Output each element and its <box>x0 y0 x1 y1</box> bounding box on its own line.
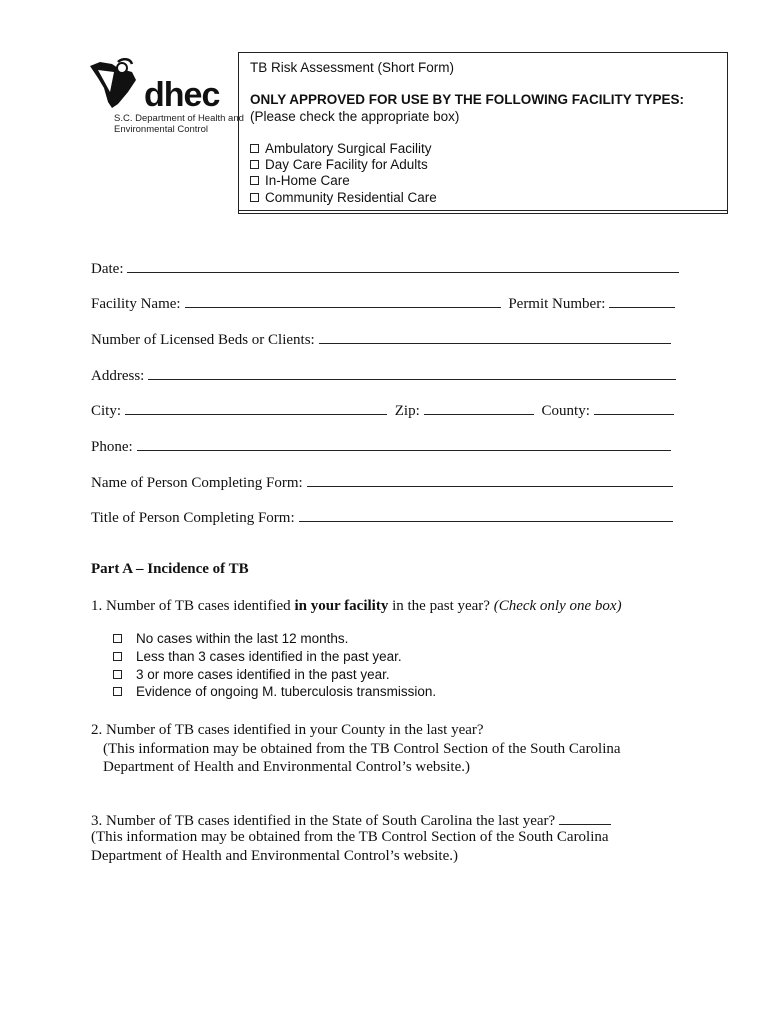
address-field <box>91 365 676 385</box>
logo-wordmark: dhec <box>144 76 220 114</box>
facility-type-option[interactable]: Day Care Facility for Adults <box>250 157 428 172</box>
approval-notice: ONLY APPROVED FOR USE BY THE FOLLOWING FACILITY TYPES: <box>250 92 685 107</box>
sc-state-logo-icon <box>88 58 146 110</box>
zip-label: Zip: <box>394 403 420 419</box>
permit-number-label: Permit Number: <box>508 296 606 312</box>
date-field <box>91 258 679 278</box>
question-3-note-line2: Department of Health and Environmental Control’s website.) <box>91 848 458 864</box>
question-2: 2. Number of TB cases identified in your County in the last year? <box>91 722 484 738</box>
facility-type-option[interactable]: Ambulatory Surgical Facility <box>250 141 432 156</box>
date-label: Date: <box>91 261 124 277</box>
checkbox[interactable] <box>113 634 122 643</box>
checkbox[interactable] <box>113 687 122 696</box>
person-title-field <box>91 507 673 527</box>
question-2-note-line1: (This information may be obtained from the TB Control Section of the South Carolina <box>103 741 621 757</box>
logo-subtitle-line2: Environmental Control <box>114 124 208 135</box>
form-title: TB Risk Assessment (Short Form) <box>250 60 455 75</box>
check-instruction: (Please check the appropriate box) <box>250 109 460 124</box>
q1-option[interactable]: Evidence of ongoing M. tuberculosis transmission. <box>113 684 436 699</box>
facility-type-box <box>238 52 728 214</box>
question-1: 1. Number of TB cases identified in your facility in the past year? (Check only one box) <box>91 598 622 614</box>
beds-label: Number of Licensed Beds or Clients: <box>91 332 315 348</box>
question-3: 3. Number of TB cases identified in the State of South Carolina the last year? <box>91 810 611 830</box>
zip-blank[interactable] <box>424 400 534 415</box>
checkbox[interactable] <box>113 670 122 679</box>
question-3-note-line1: (This information may be obtained from the TB Control Section of the South Carolina <box>91 829 609 845</box>
checkbox[interactable] <box>250 176 259 185</box>
facility-type-option[interactable]: Community Residential Care <box>250 190 437 205</box>
person-title-label: Title of Person Completing Form: <box>91 510 295 526</box>
question-2-note-line2: Department of Health and Environmental Control’s website.) <box>103 759 470 775</box>
permit-number-blank[interactable] <box>609 293 675 308</box>
city-blank[interactable] <box>125 400 387 415</box>
address-blank[interactable] <box>148 365 676 380</box>
date-blank[interactable] <box>127 258 679 273</box>
person-name-blank[interactable] <box>307 472 673 487</box>
facility-name-label: Facility Name: <box>91 296 181 312</box>
person-name-field <box>91 472 673 492</box>
checkbox[interactable] <box>113 652 122 661</box>
dhec-logo <box>88 58 244 138</box>
beds-blank[interactable] <box>319 329 671 344</box>
phone-blank[interactable] <box>137 436 671 451</box>
checkbox[interactable] <box>250 160 259 169</box>
person-title-blank[interactable] <box>299 507 673 522</box>
logo-subtitle-line1: S.C. Department of Health and <box>114 113 244 124</box>
beds-field <box>91 329 671 349</box>
phone-field <box>91 436 671 456</box>
facility-type-option[interactable]: In-Home Care <box>250 173 350 188</box>
city-zip-county-field <box>91 400 674 420</box>
q1-option[interactable]: No cases within the last 12 months. <box>113 631 348 646</box>
address-label: Address: <box>91 368 145 384</box>
facility-name-field <box>91 293 675 313</box>
checkbox[interactable] <box>250 193 259 202</box>
city-label: City: <box>91 403 122 419</box>
phone-label: Phone: <box>91 439 133 455</box>
q1-option[interactable]: Less than 3 cases identified in the past year. <box>113 649 402 664</box>
q3-answer-blank[interactable] <box>559 810 611 825</box>
person-name-label: Name of Person Completing Form: <box>91 475 303 491</box>
facility-name-blank[interactable] <box>185 293 501 308</box>
part-a-title: Part A – Incidence of TB <box>91 561 249 577</box>
q1-option[interactable]: 3 or more cases identified in the past year. <box>113 667 390 682</box>
county-label: County: <box>541 403 590 419</box>
checkbox[interactable] <box>250 144 259 153</box>
county-blank[interactable] <box>594 400 674 415</box>
